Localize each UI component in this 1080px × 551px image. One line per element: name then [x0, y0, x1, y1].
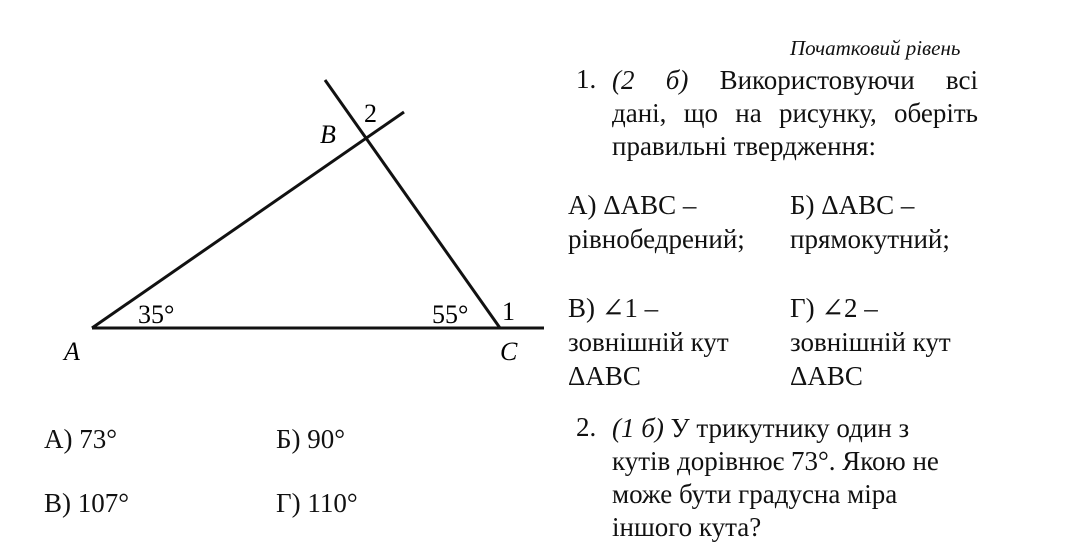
option-d-line-1: Г) ∠2 –	[790, 293, 878, 323]
option-b-line-1: Б) ΔABC –	[790, 190, 915, 220]
answer-d-letter: Г)	[276, 488, 301, 518]
answer-b-letter: Б)	[276, 424, 301, 454]
angle-2-mark: 2	[364, 99, 377, 128]
option-b-line-2: прямокутний;	[790, 224, 950, 254]
question-1-line-3: правильні твердження:	[612, 131, 876, 161]
angle-1-mark: 1	[502, 297, 515, 326]
option-c-line-2: зовнішній кут	[568, 327, 729, 357]
question-1-line-1	[612, 64, 978, 96]
vertex-c-label: C	[500, 337, 518, 366]
side-ab-extended	[92, 112, 404, 328]
triangle-figure	[0, 0, 560, 400]
option-c-line-3: ΔABC	[568, 361, 641, 391]
question-1-line-1-text: Використовуючи всі	[719, 65, 979, 95]
angle-a-label: 35°	[138, 300, 175, 329]
answer-b	[276, 424, 345, 455]
answer-a	[44, 424, 117, 455]
option-d-line-2: зовнішній кут	[790, 327, 951, 357]
answer-a-value: 73°	[79, 424, 118, 454]
answer-c-value: 107°	[77, 488, 130, 518]
side-bc-extended	[325, 80, 500, 328]
level-heading: Початковий рівень	[790, 36, 961, 60]
answer-d-value: 110°	[307, 488, 358, 518]
question-2-points: (1 б)	[612, 413, 664, 443]
vertex-a-label: A	[64, 337, 80, 366]
option-c	[568, 291, 729, 393]
option-a-line-1: А) ΔABC –	[568, 190, 697, 220]
option-d-line-3: ΔABC	[790, 361, 863, 391]
vertex-b-label: B	[320, 120, 336, 149]
question-1-line-2: дані, що на рисунку, оберіть	[612, 98, 978, 128]
question-1-number: 1.	[576, 64, 597, 94]
question-2-line-4: іншого кута?	[612, 512, 762, 542]
option-b	[790, 188, 950, 256]
question-2-line-3: може бути градусна міра	[612, 479, 898, 509]
option-c-line-1: В) ∠1 –	[568, 293, 659, 323]
answer-c	[44, 488, 129, 519]
question-2-line-2: кутів дорівнює 73°. Якою не	[612, 446, 939, 476]
answer-b-value: 90°	[307, 424, 346, 454]
option-a-line-2: рівнобедрений;	[568, 224, 745, 254]
answer-a-letter: А)	[44, 424, 73, 454]
question-2-line-1-text: У трикутнику один з	[670, 413, 910, 443]
angle-c-label: 55°	[432, 300, 469, 329]
question-2-number: 2.	[576, 412, 597, 442]
option-a	[568, 188, 745, 256]
option-d	[790, 291, 951, 393]
question-1-points: (2 б)	[612, 65, 689, 95]
answer-c-letter: В)	[44, 488, 71, 518]
answer-d	[276, 488, 358, 519]
question-2-line-1	[612, 412, 909, 444]
